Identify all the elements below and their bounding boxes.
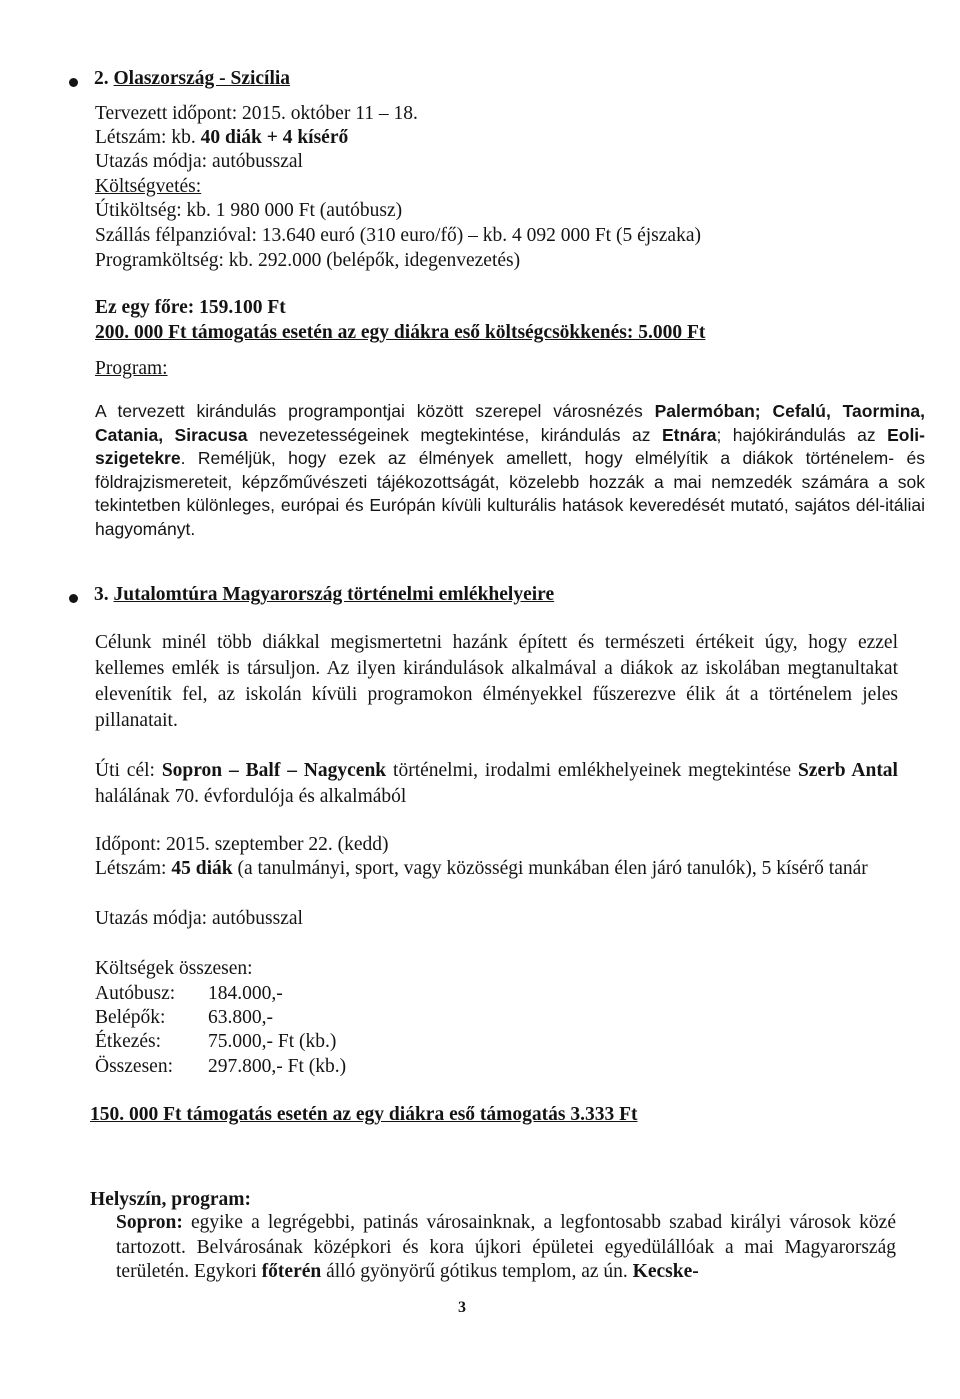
section-2-headcount [95, 126, 348, 150]
planned-date-label: Tervezett időpont: [95, 103, 243, 124]
headcount-3-label: Létszám: [95, 858, 172, 879]
location-text-2: álló gyönyörű gótikus templom, az ún. [321, 1261, 633, 1282]
location-heading: Helyszín, program: [90, 1189, 252, 1210]
section-3-travel: Utazás módja: autóbusszal [95, 908, 303, 929]
section-3-title: Jutalomtúra Magyarország történelmi emlékhelyeire [113, 584, 555, 605]
section-2-travel: Utazás módja: autóbusszal [95, 151, 303, 172]
headcount-label: Létszám: kb. [95, 127, 201, 148]
location-text-1: egyike a legrégebbi, patinás városainknak, a legfontosabb szabad királyi városok közé tartozott. Belvárosának középkori és kora újkori épületei egyedülállóak a mai Magyarország területén. Egykori [116, 1212, 896, 1282]
section-3-intro: Célunk minél több diákkal megismertetni hazánk épített és természeti értékeit úgy, hogy ezzel kellemes emlék is társuljon. Az ilyen kirándulások alkalmával a diákok az iskolában megtanultakat elevenítik fel, az iskolán kívüli programokon élményekkel fűszerezve élik át a történelem jeles pillanatait. [95, 632, 898, 731]
section-3-support-line: 150. 000 Ft támogatás esetén az egy diákra eső támogatás 3.333 Ft [90, 1104, 638, 1125]
cost-label: Étkezés: [95, 1031, 162, 1052]
planned-date [95, 102, 418, 126]
cost-row-tickets [95, 1006, 273, 1030]
section-2-number: 2. [94, 68, 109, 89]
headcount-3-rest: (a tanulmányi, sport, vagy közösségi munkában élen járó tanulók), 5 kísérő tanár [232, 858, 868, 879]
cost-row-meals [95, 1030, 336, 1054]
cost-label: Összesen: [95, 1056, 173, 1077]
cost-line-accommodation: Szállás félpanzióval: 13.640 euró (310 euro/fő) – kb. 4 092 000 Ft (5 éjszaka) [95, 225, 701, 246]
section-2-support-line: 200. 000 Ft támogatás esetén az egy diákra eső költségcsökkenés: 5.000 Ft [95, 322, 706, 343]
costs-heading: Költségek összesen: [95, 958, 253, 979]
section-3-heading [94, 583, 554, 607]
program-text-2: nevezetességeinek megtekintése, kirándulás az [247, 424, 662, 445]
cost-line-program: Programköltség: kb. 292.000 (belépők, idegenvezetés) [95, 250, 521, 271]
program-etna: Etnára [661, 424, 717, 445]
headcount-value: 40 diák + 4 kísérő [200, 127, 349, 148]
destination-label: Úti cél: [95, 760, 162, 781]
cost-label: Belépők: [95, 1007, 166, 1028]
cost-value: 75.000,- Ft (kb.) [208, 1031, 337, 1052]
section-3-number: 3. [94, 584, 109, 605]
cost-value: 63.800,- [208, 1007, 273, 1028]
planned-date-value: 2015. október 11 – 18. [242, 103, 418, 124]
destination-middle: történelmi, irodalmi emlékhelyeinek megtekintése [386, 760, 798, 781]
destination-person: Szerb Antal [797, 760, 898, 781]
cost-value: 184.000,- [208, 983, 283, 1004]
program-text-1: A tervezett kirándulás programpontjai között szerepel városnézés [95, 401, 655, 421]
section-2-title: Olaszország - Szicília [113, 68, 291, 89]
destination-end: halálának 70. évfordulója és alkalmából [95, 786, 407, 807]
budget-heading: Költségvetés: [95, 176, 202, 197]
cost-row-bus [95, 982, 283, 1006]
page-number: 3 [458, 1299, 466, 1316]
location-bold-1: főterén [261, 1261, 322, 1282]
cost-line-travel: Útiköltség: kb. 1 980 000 Ft (autóbusz) [95, 200, 403, 221]
section-3-headcount [95, 857, 898, 881]
trip-date: Időpont: 2015. szeptember 22. (kedd) [95, 834, 389, 855]
location-paragraph [116, 1211, 896, 1285]
cost-value: 297.800,- Ft (kb.) [208, 1056, 347, 1077]
section-2-bullet [69, 78, 78, 87]
per-person-cost: Ez egy főre: 159.100 Ft [95, 297, 286, 318]
program-text-3: ; hajókirándulás az [716, 424, 888, 445]
cost-label: Autóbusz: [95, 983, 176, 1004]
program-cities: Palermóban; Cefalú, Taormina, Catania, Siracusa [95, 401, 925, 445]
location-bold-2: Kecske- [632, 1261, 699, 1282]
destination-paragraph [95, 758, 898, 810]
section-2-heading [94, 67, 290, 91]
program-paragraph [95, 400, 925, 541]
cost-row-total [95, 1055, 346, 1079]
program-heading: Program: [95, 358, 168, 379]
location-place: Sopron: [116, 1212, 183, 1233]
destination-places: Sopron – Balf – Nagycenk [161, 760, 387, 781]
program-text-4: . Reméljük, hogy ezek az élmények amellett, hogy elmélyítik a diákok történelem- és földrajzismereteit, képzőművészeti tájékozottságát, közelebb hozzák a mai nemzedék számára a sok tekintetben különleges, európai és Európán kívüli kulturális hatások keveredését mutató, sajátos dél-itáliai hagyományt. [95, 448, 925, 539]
headcount-3-bold: 45 diák [171, 858, 233, 879]
section-3-bullet [69, 594, 78, 603]
program-islands: Eoli-szigetekre [95, 424, 925, 468]
